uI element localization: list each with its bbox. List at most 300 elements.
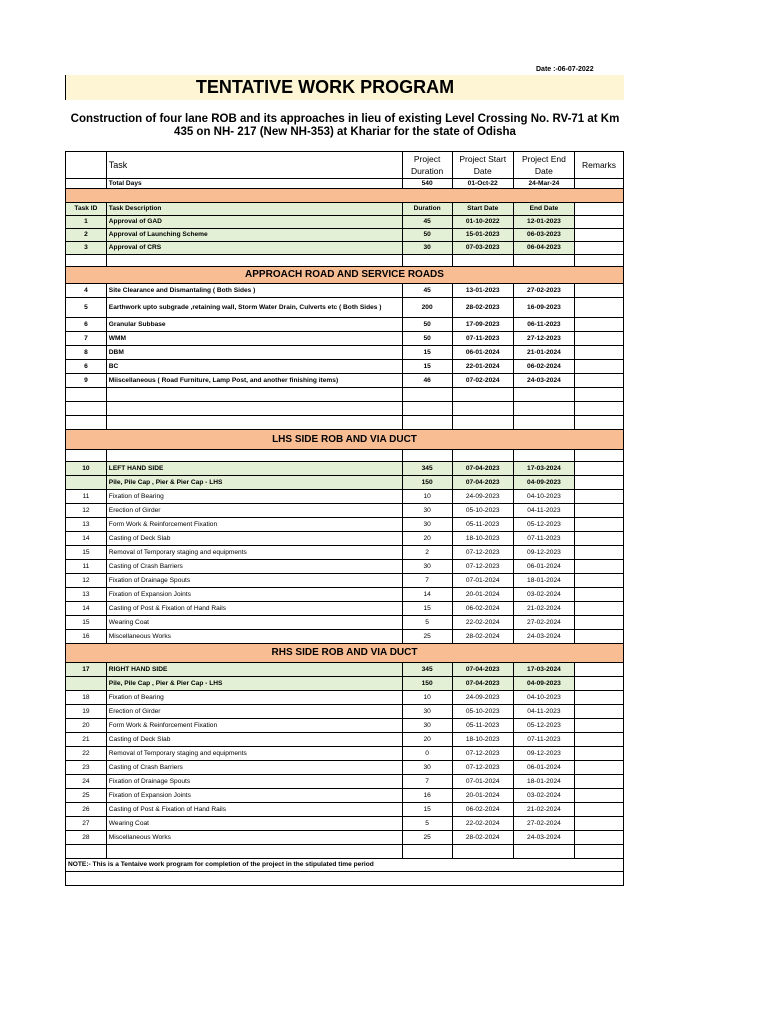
empty-cell	[513, 402, 574, 416]
duration-cell: 50	[402, 332, 452, 346]
remarks-cell	[575, 803, 624, 817]
total-row	[66, 179, 624, 189]
task-row	[66, 677, 624, 691]
start-date-cell: 05-10-2023	[452, 705, 513, 719]
task-description-cell: Pile, Pile Cap , Pier & Pier Cap - LHS	[106, 677, 402, 691]
remarks-cell	[575, 719, 624, 733]
remarks-cell	[575, 761, 624, 775]
end-date-cell: 27-02-2023	[513, 284, 574, 298]
start-date-cell: 07-01-2024	[452, 775, 513, 789]
remarks-cell	[575, 831, 624, 845]
header-start: Project Start Date	[452, 152, 513, 179]
task-row	[66, 332, 624, 346]
section-lhs	[66, 430, 624, 450]
duration-cell: 345	[402, 462, 452, 476]
header-duration: Project Duration	[402, 152, 452, 179]
duration-cell: 15	[402, 602, 452, 616]
col-task-desc: Task Description	[106, 203, 402, 216]
start-date-cell: 07-12-2023	[452, 761, 513, 775]
task-row	[66, 560, 624, 574]
start-date-cell: 07-04-2023	[452, 677, 513, 691]
duration-cell: 30	[402, 705, 452, 719]
start-date-cell: 15-01-2023	[452, 229, 513, 242]
end-date-cell: 06-01-2024	[513, 560, 574, 574]
spacer-row	[66, 189, 624, 203]
task-id-cell: 6	[66, 318, 107, 332]
duration-cell: 5	[402, 817, 452, 831]
remarks-cell	[575, 616, 624, 630]
end-date-cell: 27-02-2024	[513, 817, 574, 831]
end-date-cell: 06-04-2023	[513, 242, 574, 255]
duration-cell: 5	[402, 616, 452, 630]
section-approach	[66, 267, 624, 284]
task-description-cell: Earthwork upto subgrade ,retaining wall, Storm Water Drain, Culverts etc ( Both Sides )	[106, 298, 402, 318]
end-date-cell: 04-09-2023	[513, 476, 574, 490]
col-remarks	[575, 203, 624, 216]
remarks-cell	[575, 284, 624, 298]
duration-cell: 45	[402, 284, 452, 298]
end-date-cell: 17-03-2024	[513, 663, 574, 677]
start-date-cell: 05-11-2023	[452, 719, 513, 733]
duration-cell: 50	[402, 318, 452, 332]
task-id-cell: 17	[66, 663, 107, 677]
task-id-cell: 13	[66, 518, 107, 532]
empty-cell	[402, 255, 452, 267]
task-description-cell: Approval of CRS	[106, 242, 402, 255]
end-date-cell: 06-02-2024	[513, 360, 574, 374]
task-description-cell: Casting of Post & Fixation of Hand Rails	[106, 803, 402, 817]
duration-cell: 345	[402, 663, 452, 677]
work-program-table	[65, 151, 624, 886]
start-date-cell: 28-02-2024	[452, 630, 513, 644]
start-date-cell: 07-04-2023	[452, 462, 513, 476]
task-row	[66, 588, 624, 602]
start-date-cell: 06-02-2024	[452, 803, 513, 817]
end-date-cell: 05-12-2023	[513, 518, 574, 532]
empty-row	[66, 255, 624, 267]
duration-cell: 45	[402, 216, 452, 229]
task-row	[66, 630, 624, 644]
empty-cell	[66, 402, 107, 416]
task-id-cell: 21	[66, 733, 107, 747]
start-date-cell: 06-01-2024	[452, 346, 513, 360]
remarks-cell	[575, 318, 624, 332]
end-date-cell: 09-12-2023	[513, 546, 574, 560]
col-end: End Date	[513, 203, 574, 216]
remarks-cell	[575, 216, 624, 229]
task-id-cell: 15	[66, 546, 107, 560]
task-row	[66, 691, 624, 705]
task-id-cell: 12	[66, 504, 107, 518]
empty-cell	[106, 416, 402, 430]
task-row	[66, 546, 624, 560]
duration-cell: 30	[402, 504, 452, 518]
task-description-cell: Miiscellaneous ( Road Furniture, Lamp Post, and another finishing items)	[106, 374, 402, 388]
task-id-cell: 19	[66, 705, 107, 719]
remarks-cell	[575, 663, 624, 677]
task-row	[66, 518, 624, 532]
header-row	[66, 152, 624, 179]
duration-cell: 30	[402, 761, 452, 775]
task-row	[66, 298, 624, 318]
task-description-cell: Wearing Coat	[106, 817, 402, 831]
end-date-cell: 04-10-2023	[513, 691, 574, 705]
task-id-cell: 15	[66, 616, 107, 630]
duration-cell: 0	[402, 747, 452, 761]
end-date-cell: 09-12-2023	[513, 747, 574, 761]
end-date-cell: 27-12-2023	[513, 332, 574, 346]
empty-cell	[402, 416, 452, 430]
project-description: Construction of four lane ROB and its approaches in lieu of existing Level Crossing No. RV-71 at Km 435 on NH- 217 (New NH-353) at Khariar for the state of Odisha	[70, 113, 620, 138]
remarks-cell	[575, 560, 624, 574]
task-description-cell: Casting of Deck Slab	[106, 733, 402, 747]
note-text: NOTE:- This is a Tentaive work program for completion of the project in the stipulated time period	[66, 859, 624, 872]
end-date-cell: 24-03-2024	[513, 374, 574, 388]
remarks-cell	[575, 374, 624, 388]
header-end: Project End Date	[513, 152, 574, 179]
task-row	[66, 242, 624, 255]
empty-cell	[402, 388, 452, 402]
remarks-cell	[575, 518, 624, 532]
empty-cell	[66, 255, 107, 267]
empty-cell	[575, 388, 624, 402]
end-date-cell: 24-03-2024	[513, 831, 574, 845]
end-date-cell: 04-11-2023	[513, 504, 574, 518]
empty-row	[66, 388, 624, 402]
remarks-cell	[575, 490, 624, 504]
start-date-cell: 07-04-2023	[452, 663, 513, 677]
end-date-cell: 21-02-2024	[513, 803, 574, 817]
empty-cell	[106, 388, 402, 402]
task-row	[66, 504, 624, 518]
remarks-cell	[575, 733, 624, 747]
remarks-cell	[575, 691, 624, 705]
duration-cell: 10	[402, 691, 452, 705]
start-date-cell: 01-10-2022	[452, 216, 513, 229]
task-id-cell: 1	[66, 216, 107, 229]
task-row	[66, 761, 624, 775]
end-date-cell: 24-03-2024	[513, 630, 574, 644]
task-description-cell: Miscellaneous Works	[106, 630, 402, 644]
section-rhs-label: RHS SIDE ROB AND VIA DUCT	[66, 644, 624, 663]
end-date-cell: 03-02-2024	[513, 588, 574, 602]
task-row	[66, 775, 624, 789]
start-date-cell: 07-04-2023	[452, 476, 513, 490]
duration-cell: 20	[402, 733, 452, 747]
task-row	[66, 831, 624, 845]
empty-cell	[513, 255, 574, 267]
section-approach-label: APPROACH ROAD AND SERVICE ROADS	[66, 267, 624, 284]
task-description-cell: Fixation of Drainage Spouts	[106, 775, 402, 789]
start-date-cell: 22-02-2024	[452, 817, 513, 831]
end-date-cell: 18-01-2024	[513, 574, 574, 588]
end-date-cell: 07-11-2023	[513, 733, 574, 747]
task-id-cell: 10	[66, 462, 107, 476]
task-id-cell	[66, 677, 107, 691]
start-date-cell: 07-12-2023	[452, 546, 513, 560]
task-description-cell: Casting of Crash Barriers	[106, 560, 402, 574]
end-date-cell: 04-09-2023	[513, 677, 574, 691]
start-date-cell: 22-02-2024	[452, 616, 513, 630]
task-row	[66, 318, 624, 332]
empty-cell	[575, 845, 624, 859]
header-blank	[66, 152, 107, 179]
task-row	[66, 574, 624, 588]
empty-cell	[106, 450, 402, 462]
task-description-cell: Site Clearance and Dismantaling ( Both Sides )	[106, 284, 402, 298]
remarks-cell	[575, 775, 624, 789]
duration-cell: 46	[402, 374, 452, 388]
task-description-cell: Removal of Temporary staging and equipments	[106, 546, 402, 560]
start-date-cell: 20-01-2024	[452, 588, 513, 602]
task-id-cell: 7	[66, 332, 107, 346]
task-row	[66, 490, 624, 504]
start-date-cell: 20-01-2024	[452, 789, 513, 803]
duration-cell: 7	[402, 775, 452, 789]
task-row	[66, 663, 624, 677]
task-id-cell: 12	[66, 574, 107, 588]
end-date-cell: 12-01-2023	[513, 216, 574, 229]
duration-cell: 25	[402, 831, 452, 845]
remarks-cell	[575, 360, 624, 374]
task-row	[66, 705, 624, 719]
header-task: Task	[106, 152, 402, 179]
task-description-cell: Form Work & Reinforcement Fixation	[106, 518, 402, 532]
header-remarks: Remarks	[575, 152, 624, 179]
task-description-cell: Fixation of Bearing	[106, 490, 402, 504]
remarks-cell	[575, 242, 624, 255]
start-date-cell: 24-09-2023	[452, 490, 513, 504]
empty-row	[66, 450, 624, 462]
task-id-cell: 24	[66, 775, 107, 789]
duration-cell: 16	[402, 789, 452, 803]
end-date-cell: 17-03-2024	[513, 462, 574, 476]
empty-cell	[452, 416, 513, 430]
duration-cell: 30	[402, 242, 452, 255]
task-description-cell: Removal of Temporary staging and equipments	[106, 747, 402, 761]
task-id-cell: 3	[66, 242, 107, 255]
task-row	[66, 346, 624, 360]
empty-cell	[66, 388, 107, 402]
empty-cell	[513, 845, 574, 859]
end-date-cell: 27-02-2024	[513, 616, 574, 630]
spacer-cell	[66, 189, 624, 203]
col-task-id: Task ID	[66, 203, 107, 216]
task-description-cell: LEFT HAND SIDE	[106, 462, 402, 476]
section-rhs	[66, 644, 624, 663]
total-start: 01-Oct-22	[452, 179, 513, 189]
start-date-cell: 13-01-2023	[452, 284, 513, 298]
start-date-cell: 22-01-2024	[452, 360, 513, 374]
task-id-cell: 14	[66, 602, 107, 616]
task-id-cell: 2	[66, 229, 107, 242]
end-date-cell: 04-11-2023	[513, 705, 574, 719]
task-description-cell: RIGHT HAND SIDE	[106, 663, 402, 677]
task-description-cell: Fixation of Drainage Spouts	[106, 574, 402, 588]
task-row	[66, 532, 624, 546]
task-description-cell: DBM	[106, 346, 402, 360]
title-banner	[65, 75, 624, 100]
task-id-cell: 9	[66, 374, 107, 388]
task-description-cell: Form Work & Reinforcement Fixation	[106, 719, 402, 733]
task-description-cell: Casting of Crash Barriers	[106, 761, 402, 775]
task-id-cell: 23	[66, 761, 107, 775]
start-date-cell: 07-01-2024	[452, 574, 513, 588]
task-id-cell: 5	[66, 298, 107, 318]
column-header-row	[66, 203, 624, 216]
task-row	[66, 216, 624, 229]
task-row	[66, 284, 624, 298]
section-lhs-label: LHS SIDE ROB AND VIA DUCT	[66, 430, 624, 450]
remarks-cell	[575, 602, 624, 616]
task-id-cell: 8	[66, 346, 107, 360]
duration-cell: 20	[402, 532, 452, 546]
remarks-cell	[575, 546, 624, 560]
start-date-cell: 05-10-2023	[452, 504, 513, 518]
empty-cell	[575, 402, 624, 416]
task-description-cell: Pile, Pile Cap , Pier & Pier Cap - LHS	[106, 476, 402, 490]
remarks-cell	[575, 332, 624, 346]
end-date-cell: 21-01-2024	[513, 346, 574, 360]
task-row	[66, 817, 624, 831]
empty-cell	[106, 402, 402, 416]
task-row	[66, 747, 624, 761]
duration-cell: 25	[402, 630, 452, 644]
total-label: Total Days	[106, 179, 402, 189]
task-description-cell: Fixation of Bearing	[106, 691, 402, 705]
remarks-cell	[575, 504, 624, 518]
remarks-cell	[575, 574, 624, 588]
empty-cell	[575, 255, 624, 267]
task-id-cell: 28	[66, 831, 107, 845]
end-date-cell: 06-01-2024	[513, 761, 574, 775]
duration-cell: 50	[402, 229, 452, 242]
empty-row	[66, 845, 624, 859]
task-row	[66, 616, 624, 630]
duration-cell: 150	[402, 476, 452, 490]
empty-cell	[452, 255, 513, 267]
end-date-cell: 04-10-2023	[513, 490, 574, 504]
task-id-cell: 13	[66, 588, 107, 602]
end-date-cell: 05-12-2023	[513, 719, 574, 733]
total-duration: 540	[402, 179, 452, 189]
task-id-cell: 25	[66, 789, 107, 803]
start-date-cell: 07-12-2023	[452, 747, 513, 761]
remarks-cell	[575, 346, 624, 360]
task-id-cell: 4	[66, 284, 107, 298]
duration-cell: 200	[402, 298, 452, 318]
remarks-cell	[575, 588, 624, 602]
end-date-cell: 16-09-2023	[513, 298, 574, 318]
task-row	[66, 374, 624, 388]
empty-cell	[66, 450, 107, 462]
start-date-cell: 07-11-2023	[452, 332, 513, 346]
duration-cell: 30	[402, 719, 452, 733]
task-id-cell: 26	[66, 803, 107, 817]
remarks-cell	[575, 789, 624, 803]
duration-cell: 15	[402, 360, 452, 374]
duration-cell: 150	[402, 677, 452, 691]
task-description-cell: Fixation of Expansion Joints	[106, 588, 402, 602]
duration-cell: 10	[402, 490, 452, 504]
blank-footer-cell	[66, 872, 624, 886]
empty-cell	[575, 450, 624, 462]
end-date-cell: 21-02-2024	[513, 602, 574, 616]
empty-cell	[452, 402, 513, 416]
end-date-cell: 03-02-2024	[513, 789, 574, 803]
task-row	[66, 719, 624, 733]
remarks-cell	[575, 677, 624, 691]
task-description-cell: BC	[106, 360, 402, 374]
task-description-cell: Casting of Post & Fixation of Hand Rails	[106, 602, 402, 616]
start-date-cell: 06-02-2024	[452, 602, 513, 616]
empty-cell	[402, 450, 452, 462]
task-row	[66, 229, 624, 242]
remarks-cell	[575, 532, 624, 546]
task-description-cell: Fixation of Expansion Joints	[106, 789, 402, 803]
task-row	[66, 733, 624, 747]
remarks-cell	[575, 229, 624, 242]
task-id-cell: 20	[66, 719, 107, 733]
empty-cell	[452, 845, 513, 859]
task-id-cell	[66, 476, 107, 490]
empty-cell	[66, 416, 107, 430]
empty-cell	[402, 845, 452, 859]
start-date-cell: 07-03-2023	[452, 242, 513, 255]
col-start: Start Date	[452, 203, 513, 216]
page-title: TENTATIVE WORK PROGRAM	[195, 77, 455, 97]
remarks-cell	[575, 462, 624, 476]
start-date-cell: 07-02-2024	[452, 374, 513, 388]
task-id-cell: 16	[66, 630, 107, 644]
empty-cell	[513, 450, 574, 462]
task-description-cell: Erection of Girder	[106, 504, 402, 518]
task-id-cell: 14	[66, 532, 107, 546]
empty-cell	[452, 388, 513, 402]
start-date-cell: 24-09-2023	[452, 691, 513, 705]
task-id-cell: 11	[66, 560, 107, 574]
blank-footer-row	[66, 872, 624, 886]
empty-cell	[106, 255, 402, 267]
start-date-cell: 18-10-2023	[452, 733, 513, 747]
task-id-cell: 6	[66, 360, 107, 374]
remarks-cell	[575, 476, 624, 490]
remarks-cell	[575, 630, 624, 644]
task-id-cell: 22	[66, 747, 107, 761]
task-row	[66, 476, 624, 490]
task-description-cell: WMM	[106, 332, 402, 346]
end-date-cell: 07-11-2023	[513, 532, 574, 546]
empty-cell	[66, 845, 107, 859]
end-date-cell: 18-01-2024	[513, 775, 574, 789]
start-date-cell: 17-09-2023	[452, 318, 513, 332]
empty-cell	[513, 388, 574, 402]
empty-cell	[513, 416, 574, 430]
empty-row	[66, 402, 624, 416]
start-date-cell: 28-02-2023	[452, 298, 513, 318]
total-remarks	[575, 179, 624, 189]
note-row	[66, 859, 624, 872]
task-id-cell: 11	[66, 490, 107, 504]
duration-cell: 15	[402, 803, 452, 817]
remarks-cell	[575, 817, 624, 831]
task-description-cell: Granular Subbase	[106, 318, 402, 332]
total-blank	[66, 179, 107, 189]
task-row	[66, 789, 624, 803]
task-row	[66, 360, 624, 374]
duration-cell: 30	[402, 560, 452, 574]
end-date-cell: 06-11-2023	[513, 318, 574, 332]
